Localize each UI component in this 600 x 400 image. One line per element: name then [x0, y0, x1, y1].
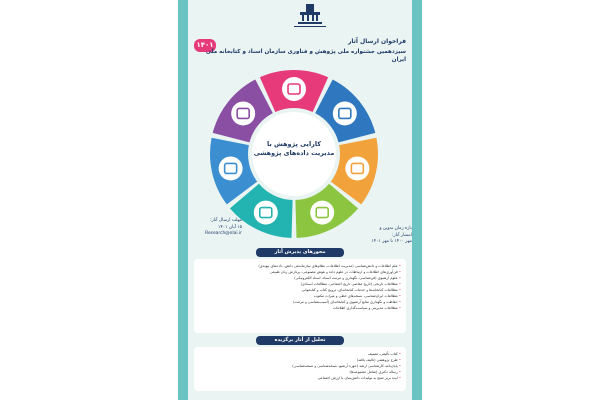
chart-icon: [231, 101, 255, 125]
section-heading-works: تحلیل از آثار برگزیده: [256, 336, 344, 345]
center-line-2: مدیریت داده‌های پژوهشی: [253, 149, 335, 157]
deadline-label: مهلت ارسال آثار:: [210, 218, 242, 223]
contact-email: Research@nlai.ir: [205, 231, 242, 236]
topic-item: • فن‌آوری‌های اطلاعات و ارتباطات در علوم داده و هوش مصنوعی، پردازش زبان طبیعی: [199, 269, 401, 275]
deadline-date: ۱۵ آبان ۱۴۰۱: [218, 224, 242, 230]
books-icon: [282, 77, 306, 101]
topic-item: • علم اطلاعات و دانش‌شناسی (مدیریت اطلاعات، نظام‌های سازماندهی دانش، داده‌های پیوندی): [199, 263, 401, 269]
work-item: • پایان‌نامه کارشناسی ارشد (حوزه آرشیو، نسخه‌شناسی و نسخه‌شناسی): [199, 363, 401, 369]
publication-period-info: [368, 226, 412, 246]
work-item: • طرح پژوهشی (تالیف یافته): [199, 357, 401, 363]
topic-item: • حفاظت و نگهداری منابع آرشیوی و کتابخانه‌ای (آسیب‌شناسی و مرمت): [199, 299, 401, 305]
documents-icon: [345, 156, 369, 180]
topics-panel: [194, 259, 406, 333]
poster-paper: [188, 0, 412, 400]
share-icon: [219, 156, 243, 180]
period-label: بازه زمان تدوین و انتشار آثار:: [379, 226, 412, 238]
center-line-1: کارایی پژوهش با: [267, 140, 321, 148]
topic-item: • مطالعات مدیریتی و سیاست‌گذاری اطلاعات: [199, 305, 401, 311]
topic-item: • علوم آرشیوی (فن‌شناسی، نگهداری و مرمت اسناد، اسناد الکترونیکی): [199, 275, 401, 281]
monitor-icon: [333, 101, 357, 125]
deadline-info: [190, 218, 242, 238]
work-item: • رساله دکتری (شامل مجموعه‌ها): [199, 369, 401, 375]
works-panel: [194, 347, 406, 391]
call-title: فراخوان ارسال آثار: [347, 38, 406, 45]
work-item: • کتاب تألیفی، تصنیف: [199, 351, 401, 357]
section-heading-topics: محورهای پذیرش آثار: [256, 248, 344, 257]
copyright-icon: [310, 201, 334, 225]
period-range: مهر ۱۴۰۰ تا مهر ۱۴۰۱: [371, 239, 412, 244]
topic-item: • مطالعات ایران‌شناسی، نسخه‌های خطی و میراث مکتوب: [199, 293, 401, 299]
topic-item: • مطالعات کتابخانه‌ها و خدمات کتابخانه‌ای، ترویج کتاب و کتابخوانی: [199, 287, 401, 293]
poster-frame: [178, 0, 422, 400]
lightbulb-icon: [254, 201, 278, 225]
organization-logo-icon: [284, 2, 336, 30]
topic-item: • مطالعات تاریخی (تاریخ معاصر، تاریخ اجتماعی، مطالعات اسنادی): [199, 281, 401, 287]
work-item: • ایده برتر منتج به تولیدات دانش‌بنیان یا ارزش اجتماعی: [199, 375, 401, 381]
year-badge: ۱۴۰۱: [194, 39, 216, 52]
festival-title: سیزدهمین جشنواره ملی پژوهش و فناوری سازمان اسناد و کتابخانه ملی ایران: [205, 49, 406, 63]
wheel-center-text: [248, 140, 340, 158]
